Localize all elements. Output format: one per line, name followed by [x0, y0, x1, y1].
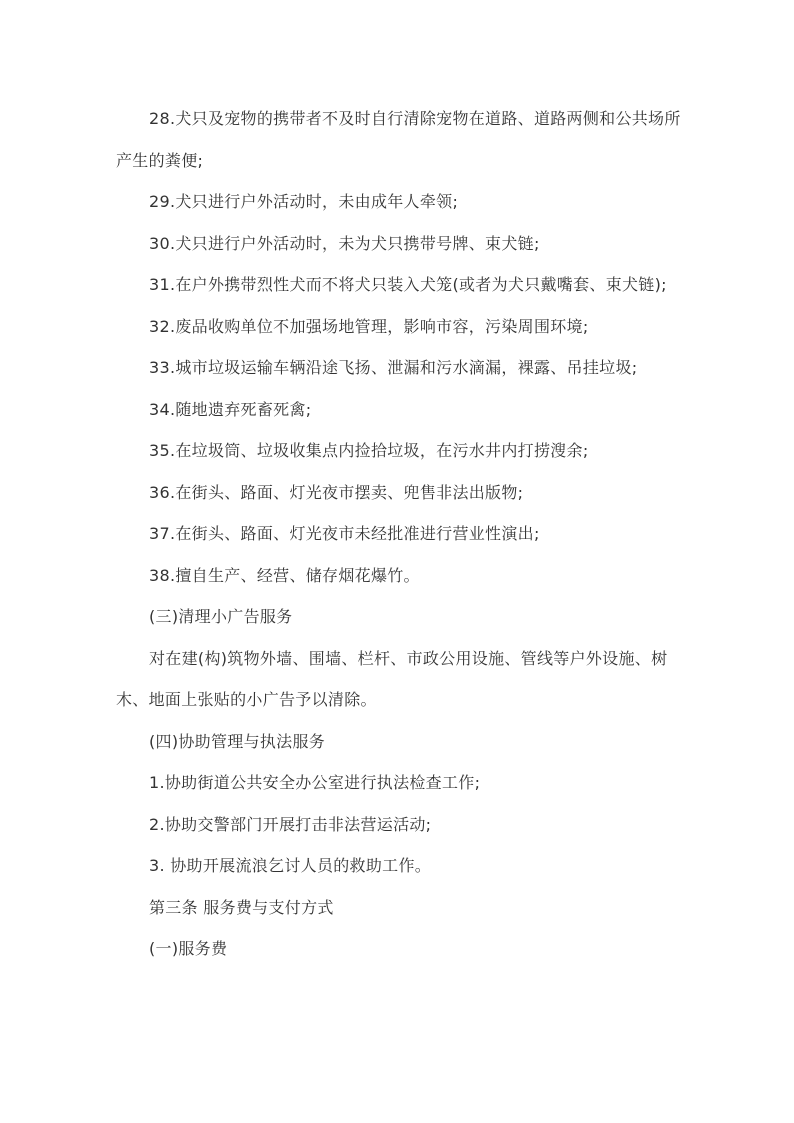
- paragraph-item-35: 35.在垃圾筒、垃圾收集点内捡拾垃圾，在污水井内打捞溲余;: [149, 441, 589, 460]
- paragraph-item-38: 38.擅自生产、经营、储存烟花爆竹。: [149, 565, 420, 585]
- section-body-ad-cleanup: 对在建(构)筑物外墙、围墙、栏杆、市政公用设施、管线等户外设施、树木、地面上张贴的小广告予以清除。: [116, 648, 668, 709]
- paragraph-item-28: 28.犬只及宠物的携带者不及时自行清除宠物在道路、道路两侧和公共场所产生的粪便;: [116, 109, 681, 170]
- paragraph-item-33: 33.城市垃圾运输车辆沿途飞扬、泄漏和污水滴漏，裸露、吊挂垃圾;: [149, 358, 638, 377]
- paragraph-item-36: 36.在街头、路面、灯光夜市摆卖、兜售非法出版物;: [149, 482, 524, 502]
- document-body: [116, 98, 682, 970]
- paragraph-item-32: 32.废品收购单位不加强场地管理，影响市容，污染周围环境;: [149, 316, 589, 336]
- subsection-heading-service-fee: (一)服务费: [149, 939, 228, 958]
- section-heading-enforcement: (四)协助管理与执法服务: [149, 731, 326, 751]
- paragraph-item-30: 30.犬只进行户外活动时，未为犬只携带号牌、束犬链;: [149, 233, 540, 253]
- paragraph-item-31: 31.在户外携带烈性犬而不将犬只装入犬笼(或者为犬只戴嘴套、束犬链);: [149, 275, 667, 294]
- paragraph-item-37: 37.在街头、路面、灯光夜市未经批准进行营业性演出;: [149, 524, 540, 543]
- paragraph-item-34: 34.随地遗弃死畜死禽;: [149, 399, 312, 419]
- article-heading-payment: 第三条 服务费与支付方式: [149, 897, 334, 917]
- enforcement-item-2: 2.协助交警部门开展打击非法营运活动;: [149, 814, 432, 834]
- section-heading-ad-cleanup: (三)清理小广告服务: [149, 607, 293, 626]
- paragraph-item-29: 29.犬只进行户外活动时，未由成年人牵领;: [149, 192, 459, 211]
- enforcement-item-1: 1.协助街道公共安全办公室进行执法检查工作;: [149, 773, 481, 792]
- enforcement-item-3: 3. 协助开展流浪乞讨人员的救助工作。: [149, 856, 432, 875]
